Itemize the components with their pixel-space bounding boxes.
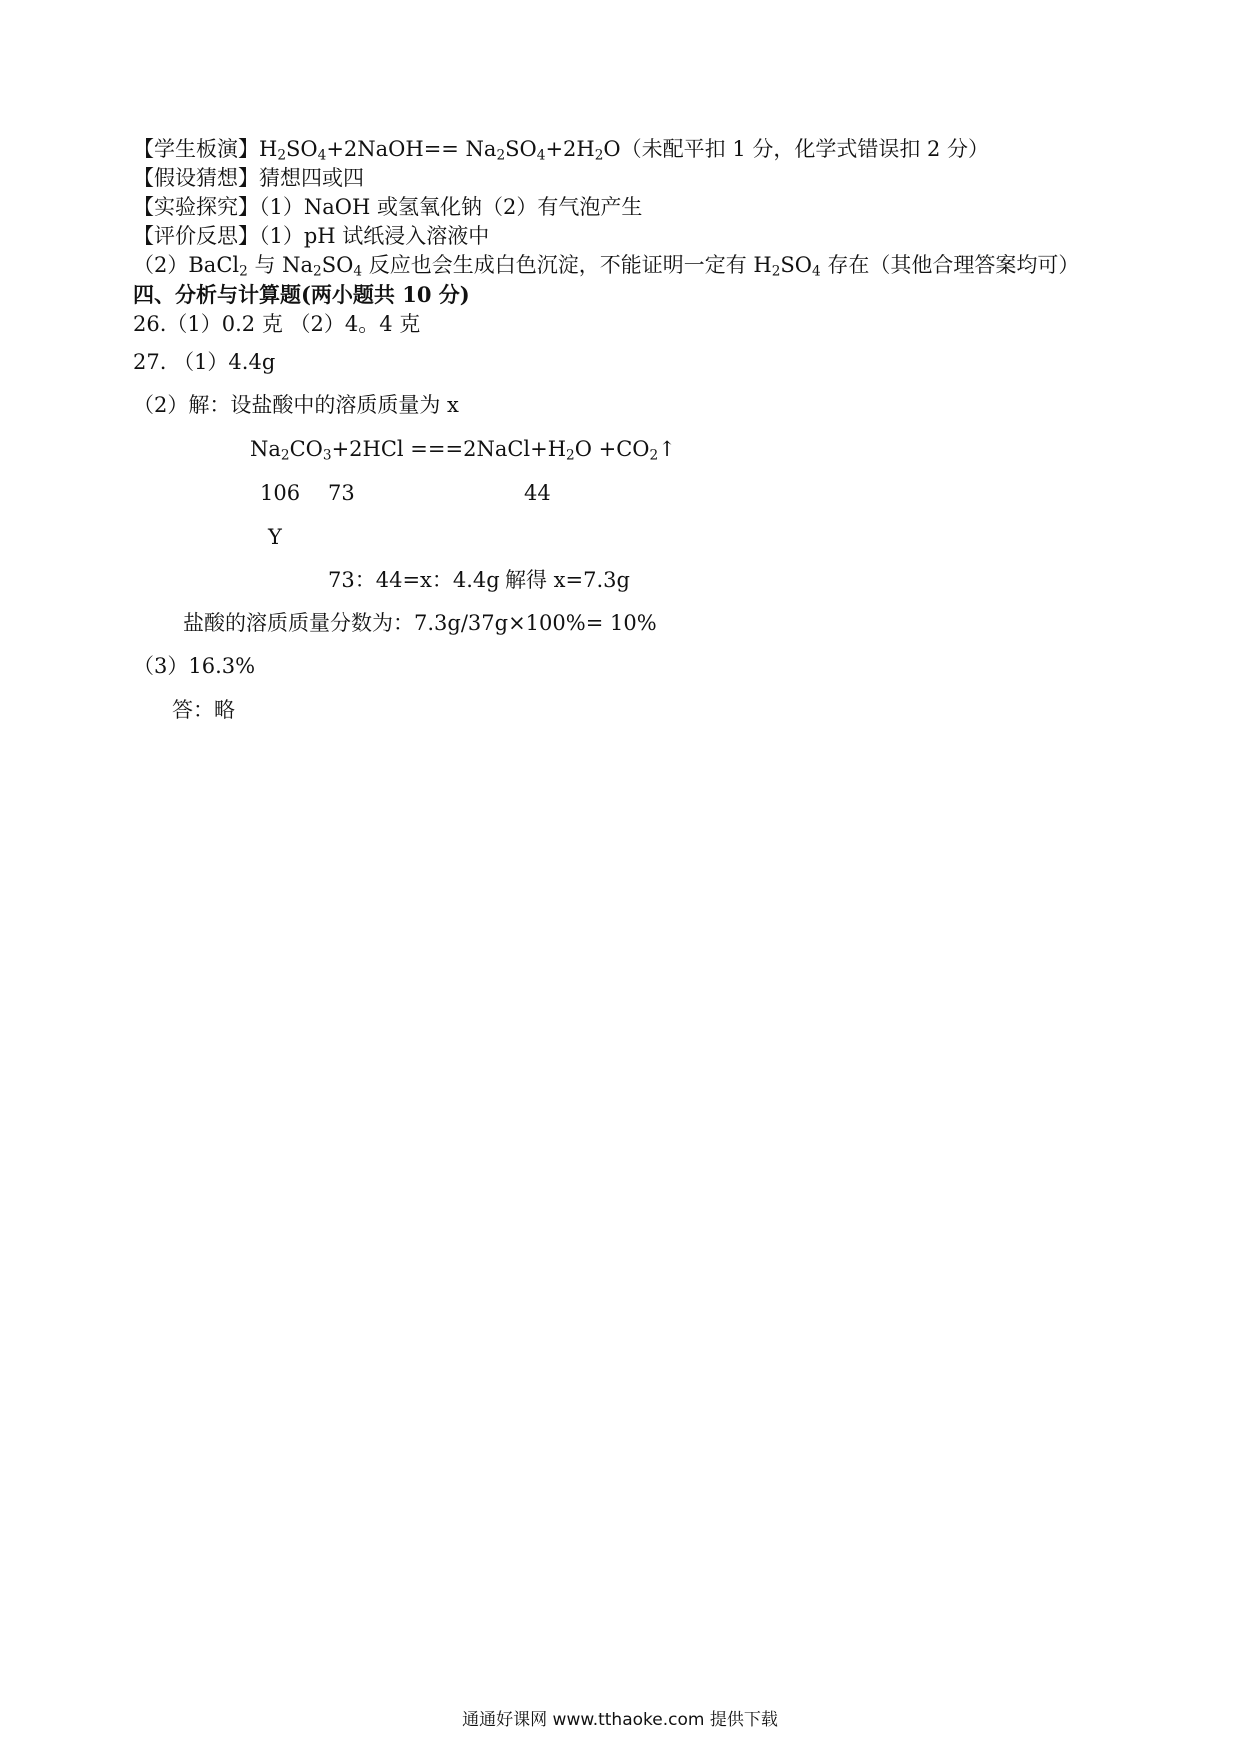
- hypothesis-line: 【假设猜想】猜想四或四: [133, 166, 364, 190]
- question-26-answer: 26.（1）0.2 克 （2）4。4 克: [133, 312, 421, 336]
- student-demo-line: 【学生板演】$H_2SO_4+2NaOH== Na_2SO_4+2H_2O$（未配平扣 1 分，化学式错误扣 2 分）: [133, 137, 990, 164]
- molar-mass-106: 106: [260, 481, 301, 505]
- mass-fraction: 盐酸的溶质质量分数为：7.3g/37g×100%= 10%: [183, 611, 657, 635]
- final-answer: 答：略: [172, 698, 235, 722]
- proportion: 73：44=x：4.4g: [328, 568, 500, 592]
- molar-mass-44: 44: [524, 481, 551, 505]
- footer-source: 通通好课网 www.tthaoke.com 提供下载: [462, 1710, 778, 1730]
- solution-result: 解得 x=7.3g: [505, 568, 630, 592]
- question-27-part-1: 27. （1）4.4g: [133, 350, 276, 374]
- unknown-y: Y: [268, 525, 282, 549]
- experiment-line: 【实验探究】（1）NaOH 或氢氧化钠（2）有气泡产生: [133, 195, 643, 219]
- section-heading: 四、分析与计算题(两小题共 10 分): [133, 282, 470, 307]
- section-tag: 【学生板演】: [133, 137, 259, 161]
- reflection-line-2: （2）BaCl$_2$ 与 $Na_2SO_4$ 反应也会生成白色沉淀，不能证明一定有 $H_2SO_4$ 存在（其他合理答案均可）: [133, 253, 1080, 280]
- section-tag: 【实验探究】: [133, 195, 259, 219]
- question-27-part-2: （2）解：设盐酸中的溶质质量为 x: [133, 393, 459, 417]
- question-27-part-3: （3）16.3%: [133, 654, 256, 678]
- chemical-equation: $Na_2CO_3+2HCl$ $===2NaCl+H_2O$ $+CO_2↑$: [250, 437, 676, 464]
- section-tag: 【假设猜想】: [133, 166, 259, 190]
- molar-mass-73: 73: [328, 481, 355, 505]
- reflection-line: 【评价反思】（1）pH 试纸浸入溶液中: [133, 224, 490, 248]
- section-tag: 【评价反思】: [133, 224, 259, 248]
